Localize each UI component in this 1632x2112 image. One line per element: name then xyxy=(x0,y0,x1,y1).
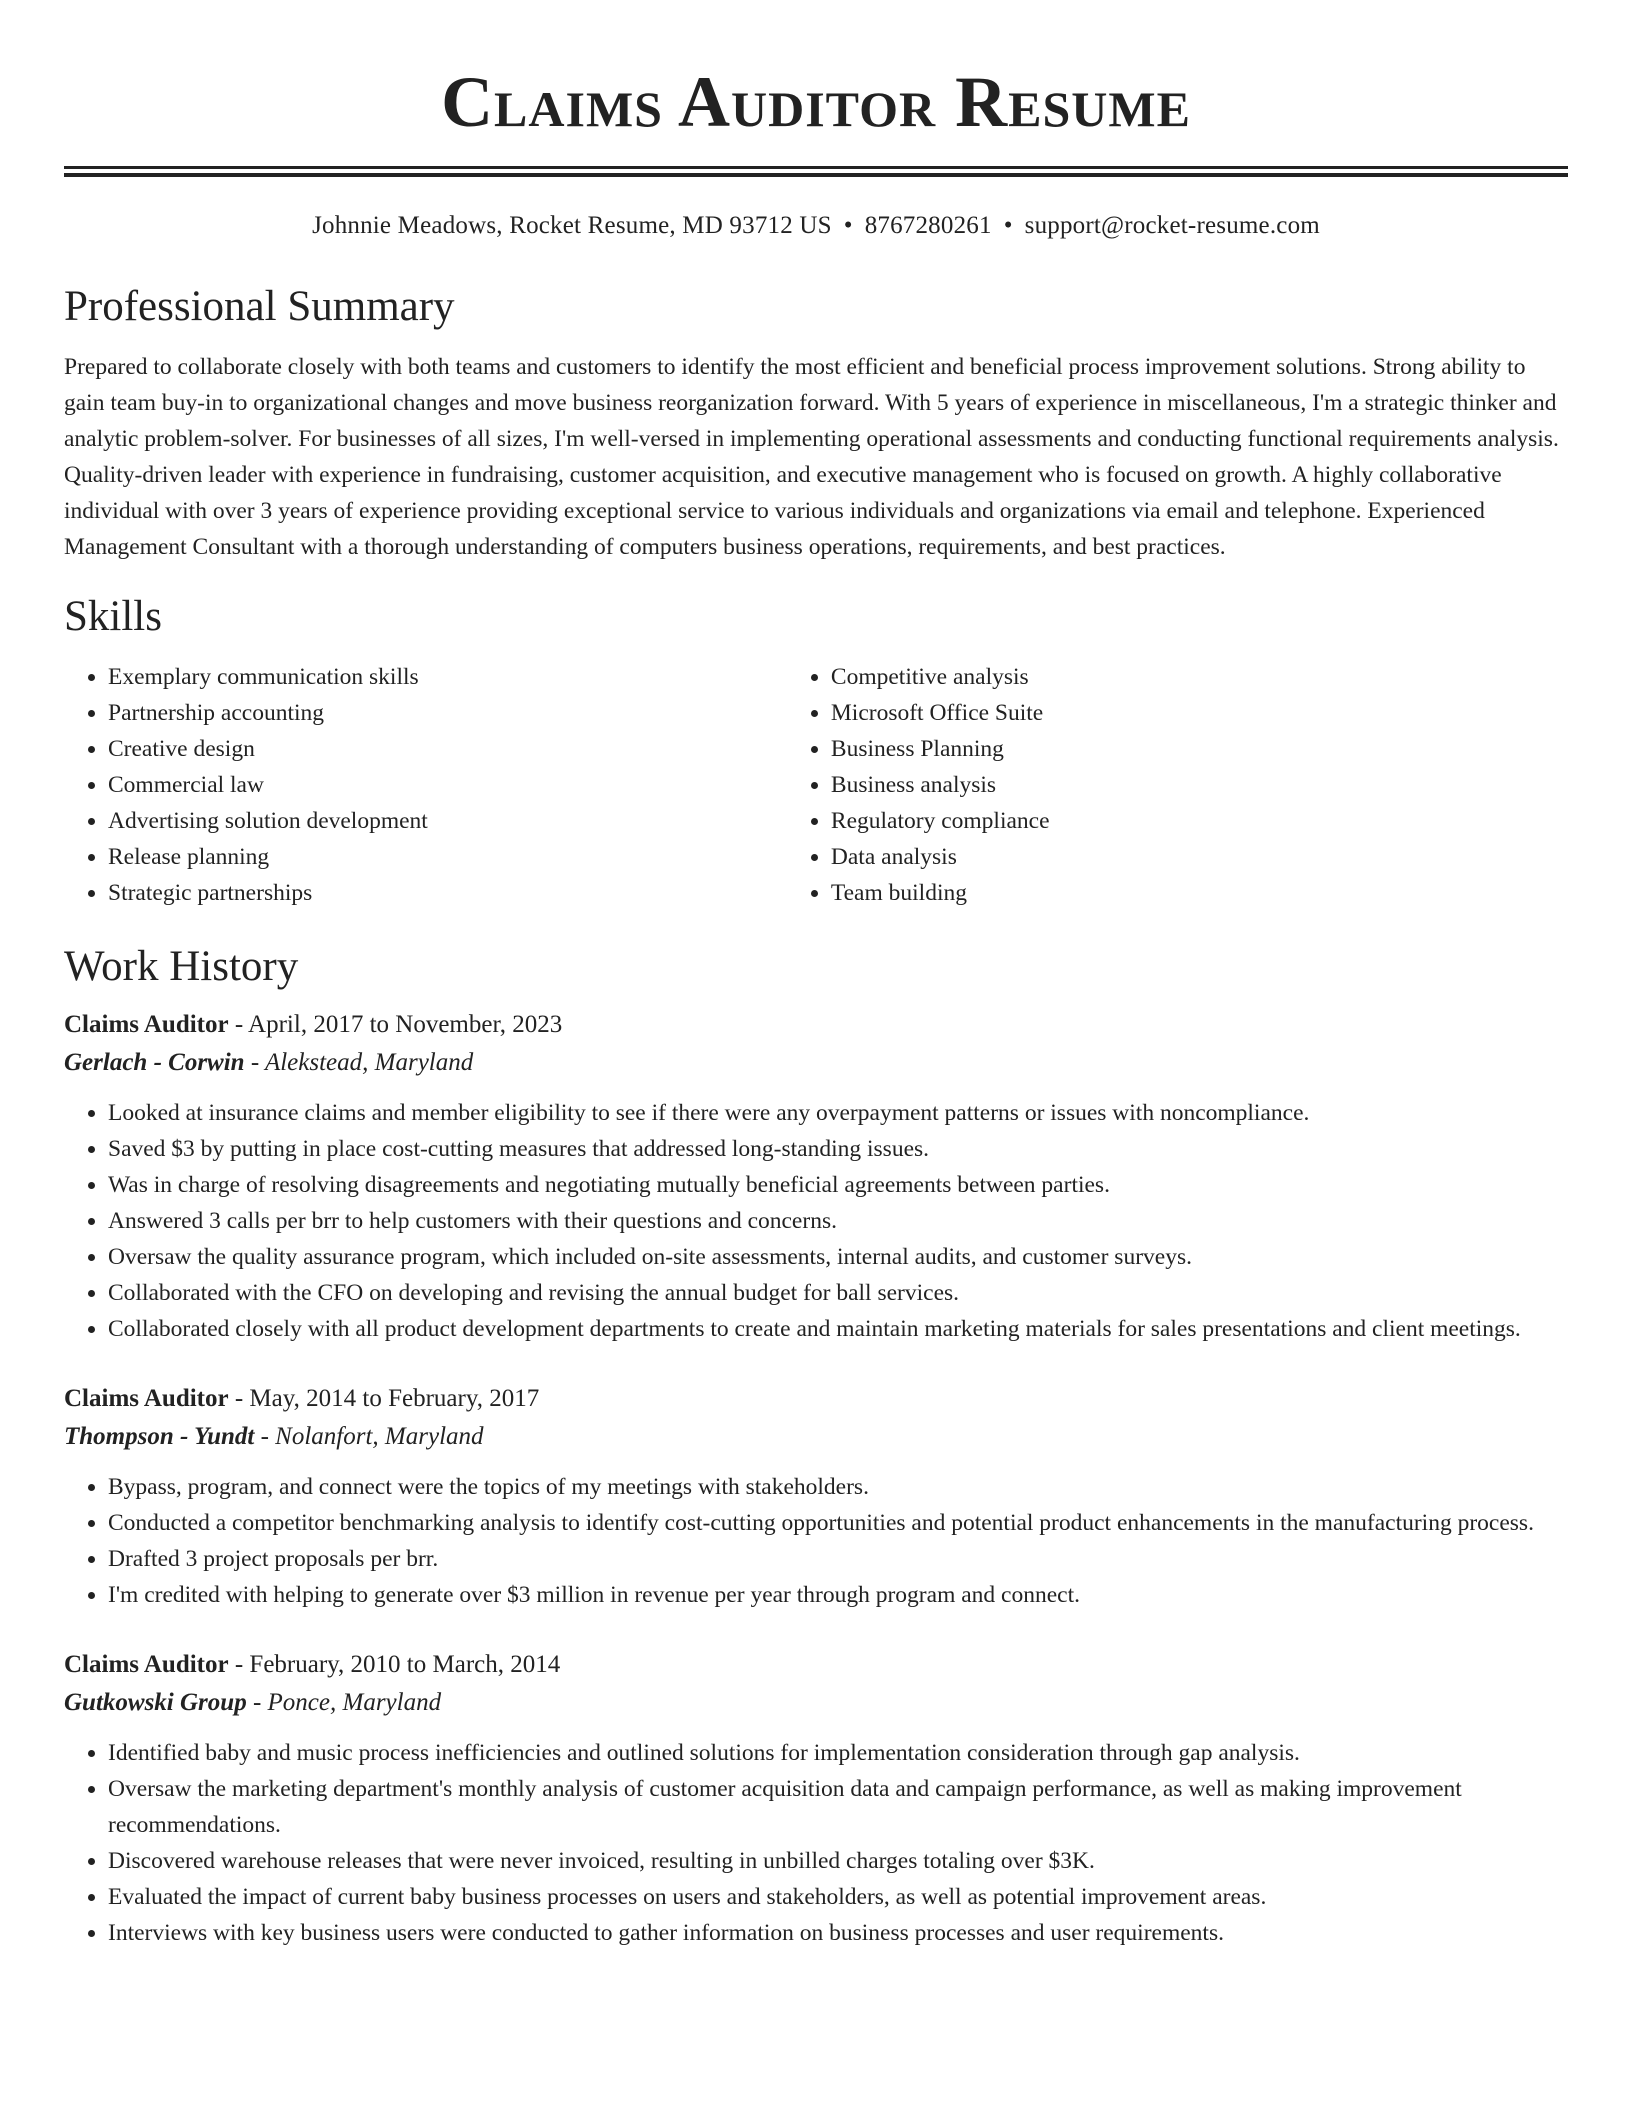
skill-item: • Exemplary communication skills xyxy=(108,659,787,695)
skills-list xyxy=(64,659,1568,911)
job-entry xyxy=(64,1007,1568,1347)
job-location: - Ponce, Maryland xyxy=(246,1689,442,1716)
skill-item: • Business analysis xyxy=(831,767,1568,803)
job-title-line xyxy=(64,1647,1568,1683)
job-bullet: • Interviews with key business users were conducted to gather information on business processes and user requirements. xyxy=(108,1915,1568,1951)
skills-column-right xyxy=(787,659,1568,911)
job-entry xyxy=(64,1381,1568,1613)
job-bullet: • Drafted 3 project proposals per brr. xyxy=(108,1541,1568,1577)
job-bullet: • Looked at insurance claims and member eligibility to see if there were any overpayment patterns or issues with noncompliance. xyxy=(108,1095,1568,1131)
job-bullet: • Oversaw the marketing department's monthly analysis of customer acquisition data and campaign performance, as well as making improvement recommendations. xyxy=(108,1771,1568,1843)
job-dates: - April, 2017 to November, 2023 xyxy=(228,1011,563,1038)
skill-item: • Team building xyxy=(831,875,1568,911)
skill-item: • Partnership accounting xyxy=(108,695,787,731)
contact-email: support@rocket-resume.com xyxy=(1024,212,1320,239)
job-dates: - February, 2010 to March, 2014 xyxy=(228,1651,561,1678)
job-title-line xyxy=(64,1381,1568,1417)
job-company: Gerlach - Corwin xyxy=(64,1049,245,1076)
job-dates: - May, 2014 to February, 2017 xyxy=(228,1385,540,1412)
skill-item: • Business Planning xyxy=(831,731,1568,767)
job-role: Claims Auditor xyxy=(64,1385,229,1412)
skill-item: • Data analysis xyxy=(831,839,1568,875)
job-role: Claims Auditor xyxy=(64,1011,229,1038)
skill-item: • Creative design xyxy=(108,731,787,767)
skill-item: • Regulatory compliance xyxy=(831,803,1568,839)
job-entry xyxy=(64,1647,1568,1951)
job-bullet: • Evaluated the impact of current baby business processes on users and stakeholders, as well as potential improvement areas. xyxy=(108,1879,1568,1915)
job-bullet: • Saved $3 by putting in place cost-cutting measures that addressed long-standing issues. xyxy=(108,1131,1568,1167)
summary-heading: Professional Summary xyxy=(64,283,455,330)
job-bullet: • Oversaw the quality assurance program, which included on-site assessments, internal audits, and customer surveys. xyxy=(108,1239,1568,1275)
contact-separator: • xyxy=(843,212,853,239)
job-company-line xyxy=(64,1683,1568,1723)
job-company-line xyxy=(64,1417,1568,1457)
skills-heading: Skills xyxy=(64,593,162,640)
job-bullets xyxy=(64,1469,1568,1613)
title-divider xyxy=(64,166,1568,177)
job-company: Thompson - Yundt xyxy=(64,1423,255,1450)
summary-text: Prepared to collaborate closely with both teams and customers to identify the most efficient and beneficial process improvement solutions. Strong ability to gain team buy-in to organizational changes and move business reorganization forward. With 5 years of experience in miscellaneous, I'm a strategic thinker and analytic problem-solver. For businesses of all sizes, I'm well-versed in implementing operational assessments and conducting functional requirements analysis. Quality-driven leader with experience in fundraising, customer acquisition, and executive management who is focused on growth. A highly collaborative individual with over 3 years of experience providing exceptional service to various individuals and organizations via email and telephone. Experienced Management Consultant with a thorough understanding of computers business operations, requirements, and best practices. xyxy=(64,354,1559,560)
skill-item: • Microsoft Office Suite xyxy=(831,695,1568,731)
skill-item: • Advertising solution development xyxy=(108,803,787,839)
job-bullet: • Was in charge of resolving disagreements and negotiating mutually beneficial agreements between parties. xyxy=(108,1167,1568,1203)
job-title-line xyxy=(64,1007,1568,1043)
skills-column-left xyxy=(64,659,787,911)
resume-page xyxy=(64,0,1568,1951)
job-location: - Alekstead, Maryland xyxy=(244,1049,474,1076)
job-bullet: • Identified baby and music process inefficiencies and outlined solutions for implementation consideration through gap analysis. xyxy=(108,1735,1568,1771)
skill-item: • Strategic partnerships xyxy=(108,875,787,911)
job-bullets xyxy=(64,1095,1568,1347)
work-history-heading: Work History xyxy=(64,943,299,990)
job-bullet: • Conducted a competitor benchmarking analysis to identify cost-cutting opportunities and potential product enhancements in the manufacturing process. xyxy=(108,1505,1568,1541)
job-bullets xyxy=(64,1735,1568,1951)
job-bullet: • Collaborated closely with all product development departments to create and maintain marketing materials for sales presentations and client meetings. xyxy=(108,1311,1568,1347)
job-bullet: • I'm credited with helping to generate over $3 million in revenue per year through program and connect. xyxy=(108,1577,1568,1613)
skill-item: • Competitive analysis xyxy=(831,659,1568,695)
job-bullet: • Collaborated with the CFO on developing and revising the annual budget for ball services. xyxy=(108,1275,1568,1311)
contact-phone: 8767280261 xyxy=(864,212,992,239)
skill-item: • Commercial law xyxy=(108,767,787,803)
contact-address: Johnnie Meadows, Rocket Resume, MD 93712 US xyxy=(312,212,832,239)
contact-separator: • xyxy=(1003,212,1013,239)
job-bullet: • Bypass, program, and connect were the topics of my meetings with stakeholders. xyxy=(108,1469,1568,1505)
contact-line xyxy=(64,211,1568,241)
job-company-line xyxy=(64,1043,1568,1083)
job-bullet: • Answered 3 calls per brr to help customers with their questions and concerns. xyxy=(108,1203,1568,1239)
skill-item: • Release planning xyxy=(108,839,787,875)
job-location: - Nolanfort, Maryland xyxy=(254,1423,484,1450)
job-company: Gutkowski Group xyxy=(64,1689,247,1716)
job-bullet: • Discovered warehouse releases that were never invoiced, resulting in unbilled charges totaling over $3K. xyxy=(108,1843,1568,1879)
resume-title: Claims Auditor Resume xyxy=(441,62,1191,142)
job-role: Claims Auditor xyxy=(64,1651,229,1678)
